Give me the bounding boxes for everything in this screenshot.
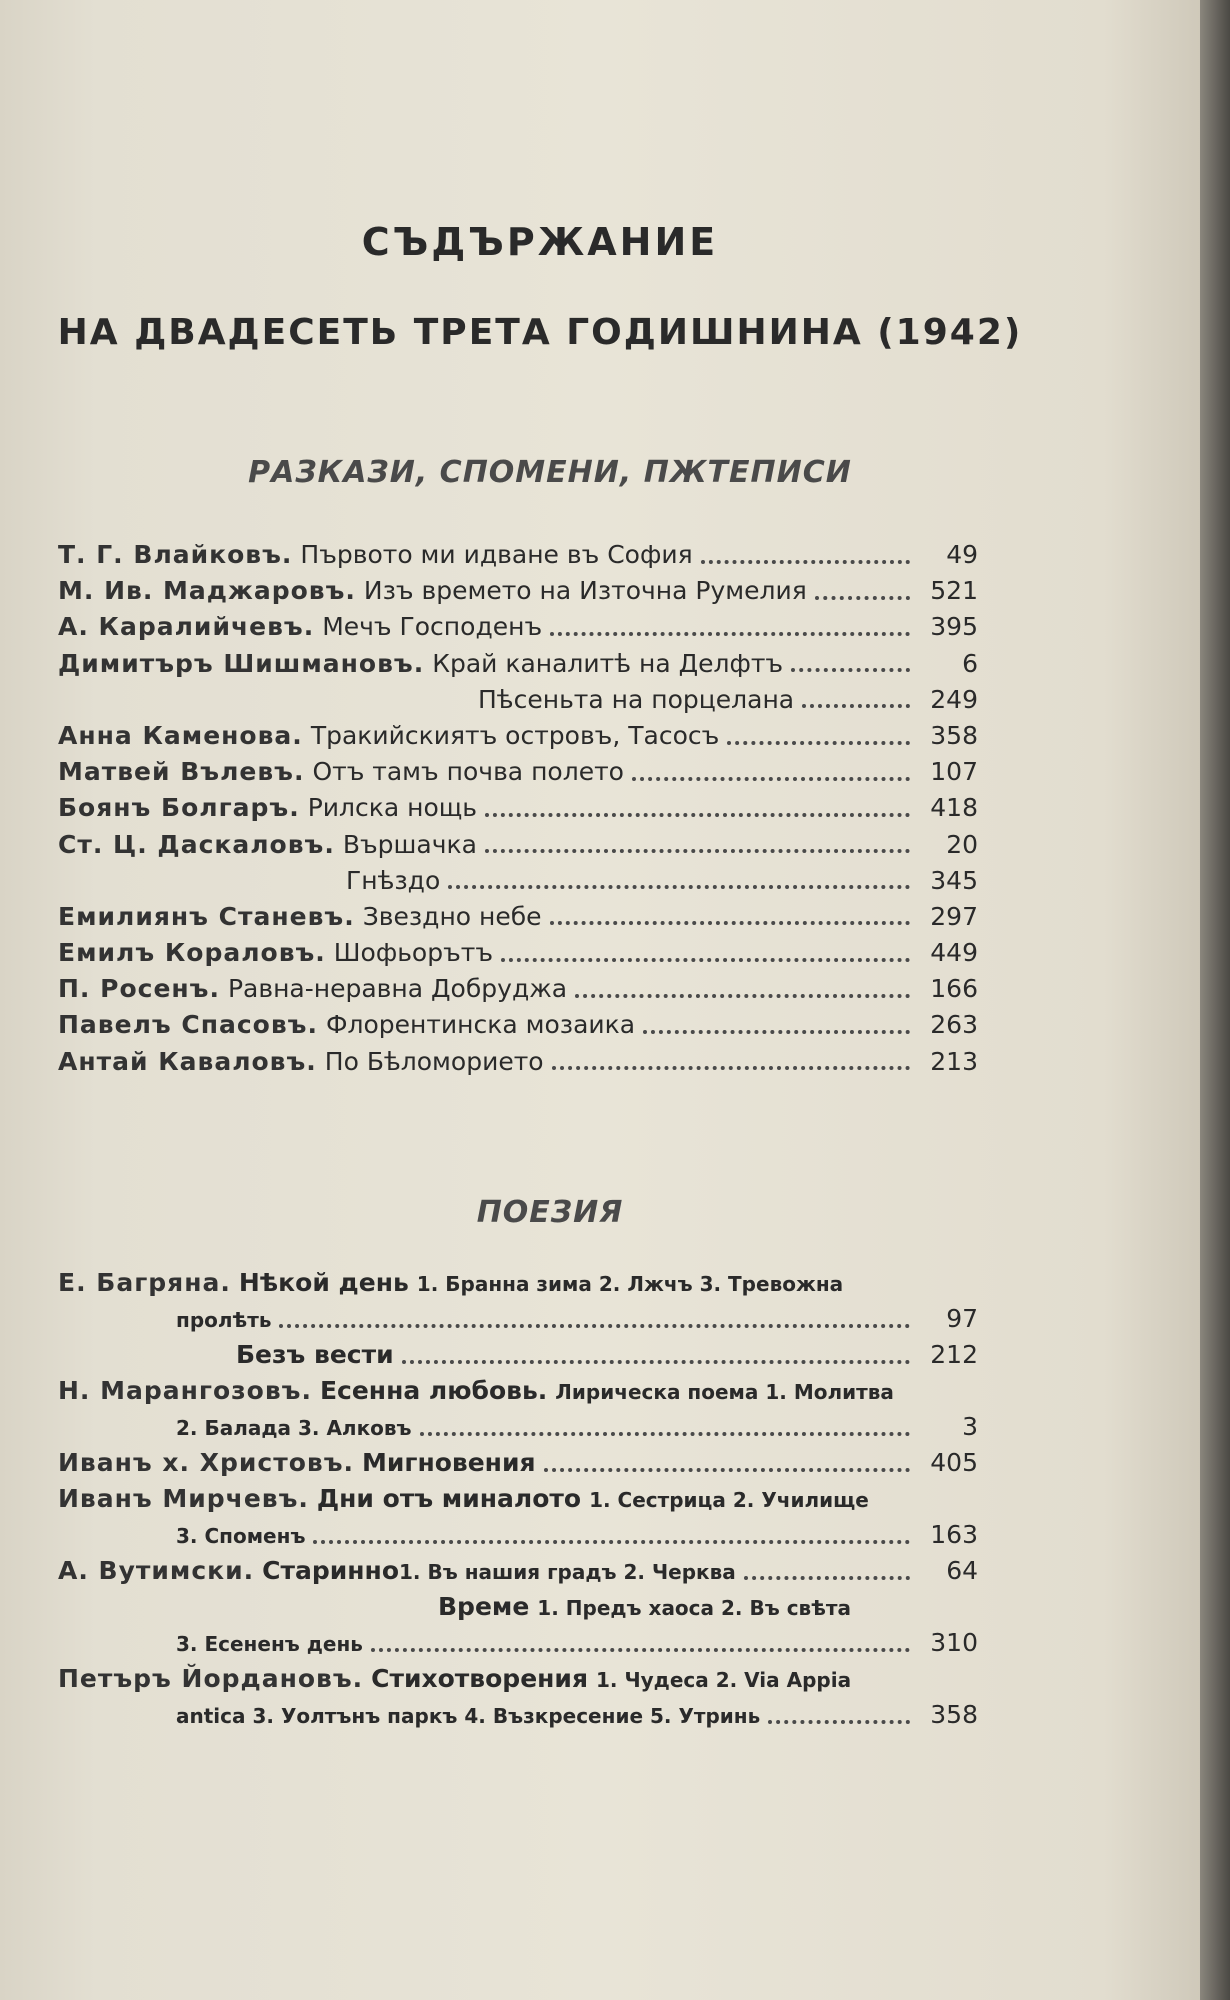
entry-page: 358 bbox=[930, 1700, 978, 1729]
entry-title: Вършачка bbox=[342, 829, 477, 859]
entry-author: А. Вутимски. bbox=[58, 1556, 255, 1585]
toc-entry bbox=[58, 1589, 978, 1625]
toc-entry bbox=[58, 718, 978, 754]
entry-contents: antica 3. Уолтънъ паркъ 4. Възкресение 5. Утринь bbox=[176, 1704, 761, 1728]
entry-page: 6 bbox=[962, 648, 978, 678]
toc-entry bbox=[58, 1445, 978, 1481]
entry-title: Изъ времето на Източна Румелия bbox=[363, 576, 807, 606]
entry-page: 107 bbox=[930, 757, 978, 787]
toc-entry bbox=[58, 1044, 978, 1080]
entry-author: А. Каралийчевъ. bbox=[58, 612, 315, 642]
toc-poetry bbox=[58, 1265, 978, 1733]
dot-leader bbox=[313, 1539, 910, 1544]
dot-leader bbox=[402, 1359, 910, 1364]
dot-leader bbox=[632, 776, 910, 781]
entry-contents: 1. Предъ хаоса 2. Въ свѣта bbox=[537, 1596, 852, 1620]
entry-author: Боянъ Болгаръ. bbox=[58, 793, 300, 823]
entry-contents: Лирическа поема 1. Молитва bbox=[555, 1380, 894, 1404]
dot-leader bbox=[643, 1029, 910, 1034]
toc-entry-continuation bbox=[58, 1409, 978, 1445]
entry-title: Гнѣздо bbox=[346, 865, 441, 895]
toc-entry bbox=[58, 646, 978, 682]
toc-entry bbox=[58, 1007, 978, 1043]
entry-title: Време bbox=[438, 1592, 530, 1621]
entry-title: Пѣсеньта на порцелана bbox=[478, 684, 795, 714]
toc-entry-continuation bbox=[58, 1697, 978, 1733]
entry-page: 20 bbox=[946, 829, 978, 859]
entry-title: Равна-неравна Добруджа bbox=[227, 974, 568, 1004]
entry-author: П. Росенъ. bbox=[58, 974, 220, 1004]
entry-title: Есенна любовь. bbox=[319, 1376, 548, 1405]
toc-entry bbox=[58, 1337, 978, 1373]
dot-leader bbox=[815, 595, 910, 600]
dot-leader bbox=[802, 703, 910, 708]
entry-title: Рилска нощь bbox=[307, 793, 478, 823]
entry-page: 418 bbox=[930, 793, 978, 823]
toc-entry bbox=[58, 1553, 978, 1589]
entry-contents: 1. Бранна зима 2. Лжчъ 3. Тревожна bbox=[416, 1272, 844, 1296]
toc-entry bbox=[58, 573, 978, 609]
entry-contents: пролѣть bbox=[176, 1308, 272, 1332]
entry-author: Петъръ Йордановъ. bbox=[58, 1664, 364, 1693]
toc-entry bbox=[58, 682, 978, 718]
entry-author: Павелъ Спасовъ. bbox=[58, 1010, 318, 1040]
entry-page: 212 bbox=[930, 1340, 978, 1369]
entry-page: 97 bbox=[946, 1304, 978, 1333]
dot-leader bbox=[552, 1065, 910, 1070]
dot-leader bbox=[371, 1647, 910, 1652]
toc-entry-continuation bbox=[58, 1517, 978, 1553]
entry-contents: 2. Балада 3. Алковъ bbox=[176, 1416, 412, 1440]
toc-entry bbox=[58, 971, 978, 1007]
page-subtitle: НА ДВАДЕСЕТЬ ТРЕТА ГОДИШНИНА (1942) bbox=[57, 312, 1023, 353]
entry-page: 310 bbox=[930, 1628, 978, 1657]
dot-leader bbox=[768, 1719, 910, 1724]
section-heading-poetry: ПОЕЗИЯ bbox=[476, 1195, 624, 1230]
toc-entry bbox=[58, 609, 978, 645]
entry-author: Антай Каваловъ. bbox=[58, 1046, 317, 1076]
entry-page: 521 bbox=[930, 576, 978, 606]
entry-title: Отъ тамъ почва полето bbox=[312, 757, 624, 787]
dot-leader bbox=[279, 1323, 910, 1328]
dot-leader bbox=[791, 667, 910, 672]
entry-title: Мигновения bbox=[361, 1448, 536, 1477]
dot-leader bbox=[544, 1467, 910, 1472]
entry-page: 163 bbox=[930, 1520, 978, 1549]
toc-entry bbox=[58, 790, 978, 826]
dot-leader bbox=[727, 740, 910, 745]
entry-page: 166 bbox=[930, 974, 978, 1004]
toc-entry bbox=[58, 537, 978, 573]
entry-title: По Бѣломорието bbox=[324, 1046, 544, 1076]
entry-author: Димитъръ Шишмановъ. bbox=[58, 648, 425, 678]
entry-page: 213 bbox=[930, 1046, 978, 1076]
entry-title: Безъ вести bbox=[236, 1340, 394, 1369]
entry-author: Емилиянъ Станевъ. bbox=[58, 901, 355, 931]
dot-leader bbox=[501, 957, 910, 962]
entry-author: Анна Каменова. bbox=[58, 720, 303, 750]
entry-author: Ст. Ц. Даскаловъ. bbox=[58, 829, 335, 859]
dot-leader bbox=[701, 559, 910, 564]
entry-page: 49 bbox=[946, 540, 978, 569]
dot-leader bbox=[744, 1575, 910, 1580]
entry-page: 3 bbox=[962, 1412, 978, 1441]
entry-title: Стихотворения bbox=[371, 1664, 588, 1693]
toc-entry bbox=[58, 863, 978, 899]
entry-title: Старинно bbox=[262, 1556, 399, 1585]
toc-entry bbox=[58, 899, 978, 935]
entry-contents: 1. Въ нашия градъ 2. Черква bbox=[399, 1560, 736, 1584]
entry-contents: 1. Сестрица 2. Училище bbox=[589, 1488, 869, 1512]
entry-author: Е. Багряна. bbox=[58, 1268, 231, 1297]
entry-page: 263 bbox=[930, 1010, 978, 1040]
toc-entry bbox=[58, 935, 978, 971]
entry-contents: 1. Чудеса 2. Via Appia bbox=[596, 1668, 852, 1692]
entry-page: 345 bbox=[930, 865, 978, 895]
book-spine-shadow bbox=[1200, 0, 1230, 2000]
dot-leader bbox=[485, 812, 910, 817]
toc-entry bbox=[58, 754, 978, 790]
entry-author: Т. Г. Влайковъ. bbox=[58, 540, 293, 569]
toc-entry bbox=[58, 1265, 978, 1301]
entry-page: 395 bbox=[930, 612, 978, 642]
section-heading-prose: РАЗКАЗИ, СПОМЕНИ, ПЖТЕПИСИ bbox=[248, 455, 852, 490]
entry-author: Иванъ Мирчевъ. bbox=[58, 1484, 309, 1513]
entry-author: Емилъ Кораловъ. bbox=[58, 938, 326, 968]
toc-entry-continuation bbox=[58, 1625, 978, 1661]
toc-entry bbox=[58, 827, 978, 863]
toc-entry-continuation bbox=[58, 1301, 978, 1337]
entry-title: Дни отъ миналото bbox=[316, 1484, 582, 1513]
entry-title: Тракийскиятъ островъ, Тасосъ bbox=[310, 720, 720, 750]
entry-author: М. Ив. Маджаровъ. bbox=[58, 576, 356, 606]
entry-page: 64 bbox=[946, 1556, 978, 1585]
entry-title: Флорентинска мозаика bbox=[325, 1010, 636, 1040]
toc-prose bbox=[58, 537, 978, 1080]
entry-title: Край каналитѣ на Делфтъ bbox=[432, 648, 784, 678]
entry-title: Мечъ Господенъ bbox=[322, 612, 543, 642]
dot-leader bbox=[420, 1431, 910, 1436]
toc-entry bbox=[58, 1481, 978, 1517]
entry-page: 249 bbox=[930, 684, 978, 714]
entry-author: Иванъ х. Христовъ. bbox=[58, 1448, 354, 1477]
entry-page: 405 bbox=[930, 1448, 978, 1477]
entry-title: Първото ми идване въ София bbox=[300, 540, 693, 569]
entry-contents: 3. Споменъ bbox=[176, 1524, 306, 1548]
page-title: СЪДЪРЖАНИЕ bbox=[361, 220, 719, 264]
entry-page: 297 bbox=[930, 901, 978, 931]
entry-author: Матвей Вълевъ. bbox=[58, 757, 305, 787]
entry-title: Нѣкой день bbox=[238, 1268, 409, 1297]
entry-title: Шофьорътъ bbox=[333, 938, 493, 968]
toc-entry bbox=[58, 1661, 978, 1697]
dot-leader bbox=[448, 884, 910, 889]
dot-leader bbox=[550, 920, 910, 925]
entry-title: Звездно небе bbox=[362, 901, 542, 931]
entry-contents: 3. Есененъ день bbox=[176, 1632, 363, 1656]
entry-author: Н. Марангозовъ. bbox=[58, 1376, 312, 1405]
entry-page: 358 bbox=[930, 720, 978, 750]
dot-leader bbox=[550, 631, 910, 636]
dot-leader bbox=[575, 993, 910, 998]
dot-leader bbox=[485, 848, 910, 853]
entry-page: 449 bbox=[930, 938, 978, 968]
toc-entry bbox=[58, 1373, 978, 1409]
